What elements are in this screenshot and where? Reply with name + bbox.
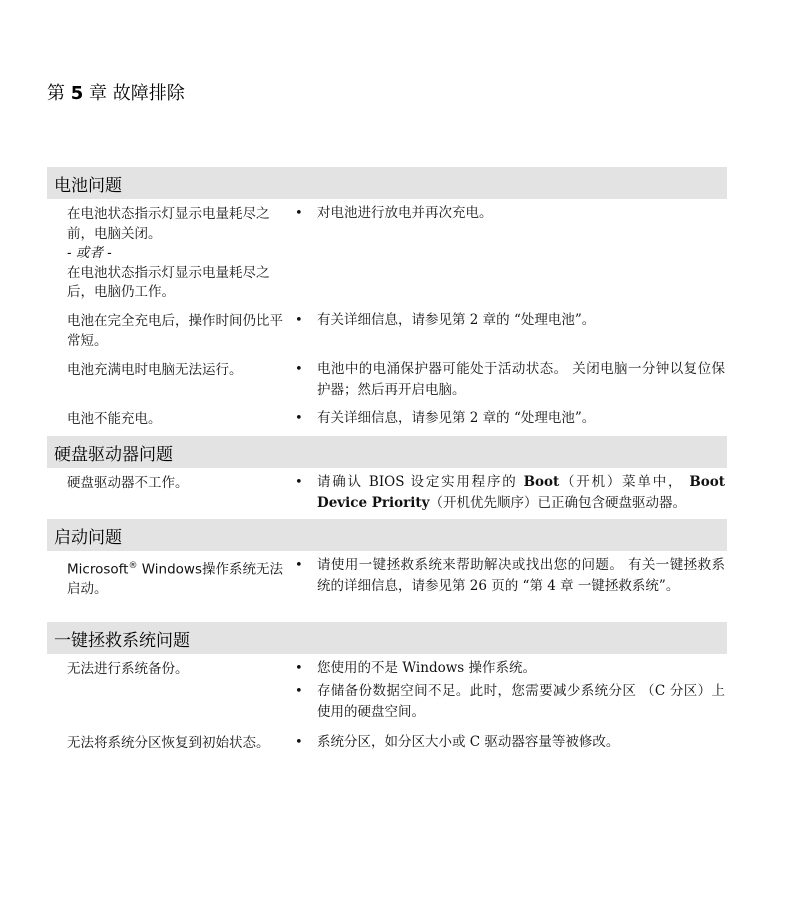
bullet-icon: • xyxy=(295,313,303,328)
problem-text: 在电池状态指示灯显示电量耗尽之前，电脑关闭。 xyxy=(67,206,270,242)
section-header-rescue xyxy=(47,622,727,654)
boot-menu-term: Boot xyxy=(523,474,560,490)
problem-text: 无法将系统分区恢复到初始状态。 xyxy=(67,735,270,751)
solution-hdd-1 xyxy=(295,472,725,514)
chapter-title-text: 章 故障排除 xyxy=(89,83,185,104)
problem-text: 在电池状态指示灯显示电量耗尽之后，电脑仍工作。 xyxy=(67,264,270,300)
bullet-icon: • xyxy=(295,684,303,699)
solution-battery-1 xyxy=(295,203,725,224)
problem-text: 电池充满电时电脑无法运行。 xyxy=(67,362,243,378)
section-title: 启动问题 xyxy=(54,527,122,548)
solution-rescue-2 xyxy=(295,732,725,753)
problem-text: 电池不能充电。 xyxy=(67,411,162,427)
solution-text: 请确认 BIOS 设定实用程序的 xyxy=(317,474,524,490)
bullet-icon: • xyxy=(295,411,303,426)
section-title: 电池问题 xyxy=(54,175,122,196)
problem-battery-2 xyxy=(67,312,287,351)
bullet-icon: • xyxy=(295,475,303,490)
bullet-icon: • xyxy=(295,558,303,573)
bullet-icon: • xyxy=(295,362,303,377)
solution-text: （开机）菜单中， xyxy=(559,474,690,490)
solution-text: 有关详细信息，请参见第 2 章的 “处理电池”。 xyxy=(317,410,596,426)
problem-startup-1 xyxy=(67,557,287,600)
problem-hdd-1 xyxy=(67,474,287,494)
problem-battery-4 xyxy=(67,410,287,430)
solution-text: （开机优先顺序）已正确包含硬盘驱动器。 xyxy=(429,495,686,511)
solution-battery-3 xyxy=(295,359,725,401)
problem-text: 电池在完全充电后，操作时间仍比平常短。 xyxy=(67,313,283,349)
problem-text: Microsoft xyxy=(67,561,129,578)
boot-priority-term: Boot Device Priority xyxy=(317,474,725,511)
problem-battery-1 xyxy=(67,205,287,303)
solution-battery-4 xyxy=(295,408,725,429)
problem-text: 无法进行系统备份。 xyxy=(67,661,189,677)
problem-rescue-2 xyxy=(67,734,287,754)
solution-text: 电池中的电涌保护器可能处于活动状态。 关闭电脑一分钟以复位保护器；然后再开启电脑。 xyxy=(317,361,725,398)
section-title: 硬盘驱动器问题 xyxy=(54,444,173,465)
solution-rescue-1 xyxy=(295,658,725,723)
problem-text: Windows操作系统无法启动。 xyxy=(67,561,283,597)
problem-text: 硬盘驱动器不工作。 xyxy=(67,475,189,491)
bullet-icon: • xyxy=(295,661,303,676)
solution-text: 有关详细信息，请参见第 2 章的 “处理电池”。 xyxy=(317,312,596,328)
chapter-prefix: 第 xyxy=(47,83,65,104)
chapter-number: 5 xyxy=(70,83,84,104)
section-title: 一键拯救系统问题 xyxy=(54,630,190,651)
section-header-battery xyxy=(47,167,727,199)
problem-rescue-1 xyxy=(67,660,287,680)
solution-text: 请使用一键拯救系统来帮助解决或找出您的问题。 有关一键拯救系统的详细信息，请参见第 26 页的 “第 4 章 一键拯救系统”。 xyxy=(317,557,725,594)
solution-text: 存储备份数据空间不足。此时，您需要减少系统分区 （C 分区）上使用的硬盘空间。 xyxy=(317,683,725,720)
solution-text: 您使用的不是 Windows 操作系统。 xyxy=(317,660,536,676)
solution-startup-1 xyxy=(295,555,725,597)
section-header-hdd xyxy=(47,436,727,468)
solution-battery-2 xyxy=(295,310,725,331)
or-separator: - 或者 - xyxy=(67,245,112,261)
section-header-startup xyxy=(47,519,727,551)
solution-text: 系统分区，如分区大小或 C 驱动器容量等被修改。 xyxy=(317,734,620,750)
solution-text: 对电池进行放电并再次充电。 xyxy=(317,205,493,221)
bullet-icon: • xyxy=(295,735,303,750)
registered-mark: ® xyxy=(128,561,138,571)
chapter-title xyxy=(47,79,185,105)
bullet-icon: • xyxy=(295,206,303,221)
problem-battery-3 xyxy=(67,361,287,381)
